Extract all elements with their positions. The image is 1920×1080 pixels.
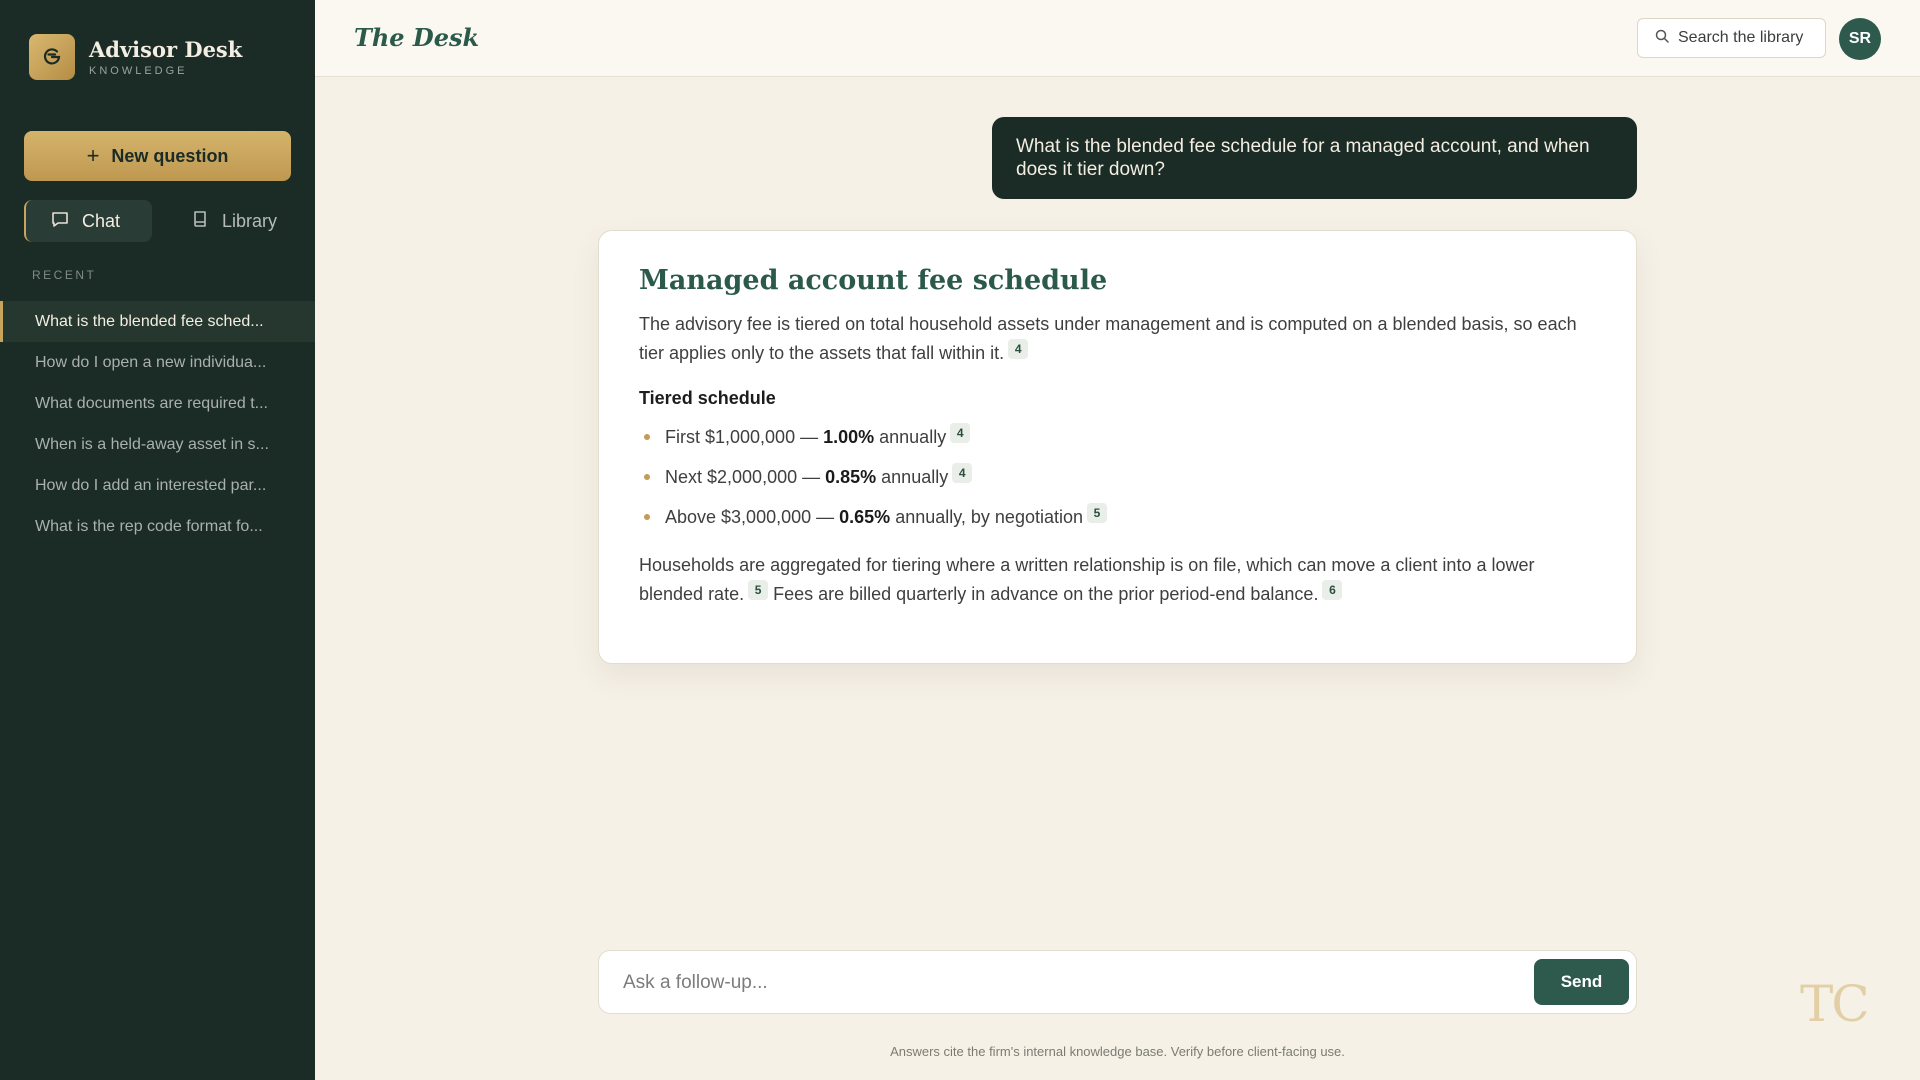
new-question-label: New question	[111, 145, 229, 166]
top-header	[315, 0, 1920, 77]
recent-item[interactable]	[0, 342, 315, 383]
disclaimer-footnote: Answers cite the firm's internal knowledge base. Verify before client-facing use.	[890, 1044, 1345, 1059]
recent-item[interactable]	[0, 301, 315, 342]
tier-range: Next $2,000,000 —	[665, 467, 826, 487]
citation-badge[interactable]: 5	[1087, 503, 1107, 523]
brand-logo-icon	[29, 34, 75, 80]
tier-list	[639, 417, 1596, 537]
brand-name: Advisor Desk	[89, 36, 243, 62]
search-label: Search the library	[1678, 29, 1804, 46]
brand[interactable]	[29, 34, 242, 80]
recent-list	[0, 301, 315, 547]
recent-item-label: What documents are required t...	[35, 394, 268, 412]
plus-icon: +	[86, 143, 100, 168]
answer-subheading: Tiered schedule	[639, 388, 776, 408]
answer-card	[598, 230, 1637, 664]
search-icon	[1655, 29, 1669, 48]
tier-item	[639, 497, 1596, 537]
tier-rate: 1.00%	[823, 427, 875, 447]
tab-library[interactable]	[164, 200, 303, 242]
chat-bubble-icon	[50, 209, 70, 234]
new-question-button[interactable]	[24, 131, 291, 181]
recent-item-label: How do I add an interested par...	[35, 476, 267, 494]
tier-range: First $1,000,000 —	[665, 427, 824, 447]
follow-up-input[interactable]	[623, 969, 1503, 997]
tier-range: Above $3,000,000 —	[665, 507, 840, 527]
sidebar-tabs	[24, 200, 303, 242]
send-button[interactable]: Send	[1534, 959, 1629, 1005]
answer-intro-text: The advisory fee is tiered on total household assets under management and is computed on a blended basis, so each tier applies only to the assets that fall within it.	[639, 314, 1577, 363]
tab-chat[interactable]	[24, 200, 152, 242]
tier-rate: 0.85%	[825, 467, 877, 487]
watermark-logo: TC	[1800, 975, 1868, 1033]
brand-subtitle: KNOWLEDGE	[89, 64, 188, 77]
recent-item[interactable]	[0, 424, 315, 465]
answer-closing-text: Households are aggregated for tiering where a written relationship is on file, which can move a client into a lower blended rate.	[639, 555, 1535, 604]
tier-rate: 0.65%	[839, 507, 891, 527]
recent-item[interactable]	[0, 465, 315, 506]
recent-item-label: What is the blended fee sched...	[35, 312, 264, 330]
tier-suffix: annually	[876, 467, 949, 487]
answer-closing	[639, 551, 1596, 609]
page-title: The Desk	[354, 23, 480, 52]
recent-item[interactable]	[0, 383, 315, 424]
tab-library-label: Library	[222, 210, 278, 231]
book-icon	[190, 209, 210, 234]
user-question-bubble: What is the blended fee schedule for a managed account, and when does it tier down?	[992, 117, 1637, 199]
answer-closing-text: Fees are billed quarterly in advance on the prior period-end balance.	[773, 584, 1319, 604]
tier-suffix: annually, by negotiation	[890, 507, 1083, 527]
avatar[interactable]: SR	[1839, 18, 1881, 60]
citation-badge[interactable]: 6	[1322, 580, 1342, 600]
answer-title: Managed account fee schedule	[639, 265, 1108, 296]
answer-intro	[639, 310, 1596, 368]
recent-item-label: What is the rep code format fo...	[35, 517, 263, 535]
citation-badge[interactable]: 4	[950, 423, 970, 443]
recent-label: RECENT	[32, 268, 97, 282]
recent-item-label: When is a held-away asset in s...	[35, 435, 269, 453]
tier-item	[639, 457, 1596, 497]
tab-chat-label: Chat	[82, 210, 121, 231]
recent-item-label: How do I open a new individua...	[35, 353, 267, 371]
tier-item	[639, 417, 1596, 457]
tier-suffix: annually	[874, 427, 947, 447]
composer	[598, 950, 1637, 1014]
citation-badge[interactable]: 4	[1008, 339, 1028, 359]
sidebar	[0, 0, 315, 1080]
recent-item[interactable]	[0, 506, 315, 547]
citation-badge[interactable]: 5	[748, 580, 768, 600]
citation-badge[interactable]: 4	[952, 463, 972, 483]
search-library-button[interactable]	[1637, 18, 1826, 58]
